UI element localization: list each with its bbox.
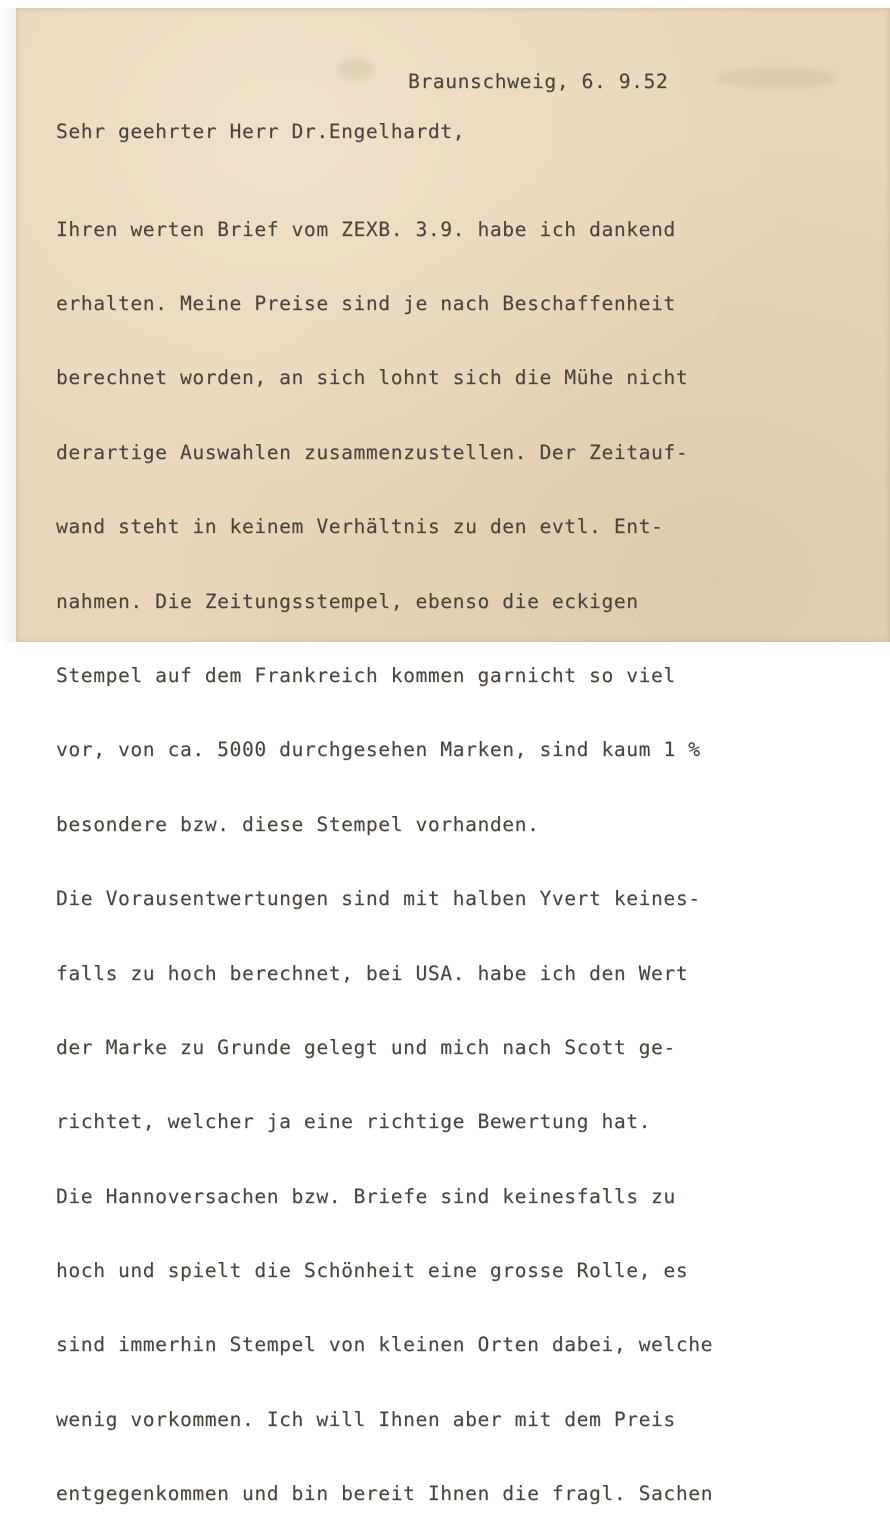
letter-line: der Marke zu Grunde gelegt und mich nach Scott ge- [56,1035,676,1059]
letter-line: berechnet worden, an sich lohnt sich die Mühe nicht [56,366,689,390]
place-date: Braunschweig, 6. 9.52 [408,70,669,93]
scan-margin [0,8,16,642]
letter-line: falls zu hoch berechnet, bei USA. habe ich den Wert [56,961,689,985]
letter-line: wand steht in keinem Verhältnis zu den evtl. Ent- [56,515,664,539]
letter-line: wenig vorkommen. Ich will Ihnen aber mit dem Preis [56,1407,676,1431]
letter-line: derartige Auswahlen zusammenzustellen. Der Zeitauf- [56,440,689,464]
letter-line: richtet, welcher ja eine richtige Bewertung hat. [56,1110,652,1134]
letter-line: hoch und spielt die Schönheit eine grosse Rolle, es [56,1259,689,1283]
letter-line: entgegenkommen und bin bereit Ihnen die fragl. Sachen [56,1482,714,1506]
letter-line: vor, von ca. 5000 durchgesehen Marken, sind kaum 1 % [56,738,701,762]
ink-smudge [716,68,836,88]
letter-line: Die Hannoversachen bzw. Briefe sind keinesfalls zu [56,1184,676,1208]
letter-body [56,168,713,1532]
letter-line: erhalten. Meine Preise sind je nach Beschaffenheit [56,291,676,315]
letter-line: sind immerhin Stempel von kleinen Orten dabei, welche [56,1333,714,1357]
ink-smudge [338,58,374,80]
letter-line: besondere bzw. diese Stempel vorhanden. [56,812,540,836]
letter-line: Die Vorausentwertungen sind mit halben Yvert keines- [56,887,701,911]
letter-line: Stempel auf dem Frankreich kommen garnicht so viel [56,663,676,687]
letter-line: nahmen. Die Zeitungsstempel, ebenso die eckigen [56,589,639,613]
letter-line: Ihren werten Brief vom ZEXB. 3.9. habe ich dankend [56,217,676,241]
salutation: Sehr geehrter Herr Dr.Engelhardt, [56,120,466,143]
